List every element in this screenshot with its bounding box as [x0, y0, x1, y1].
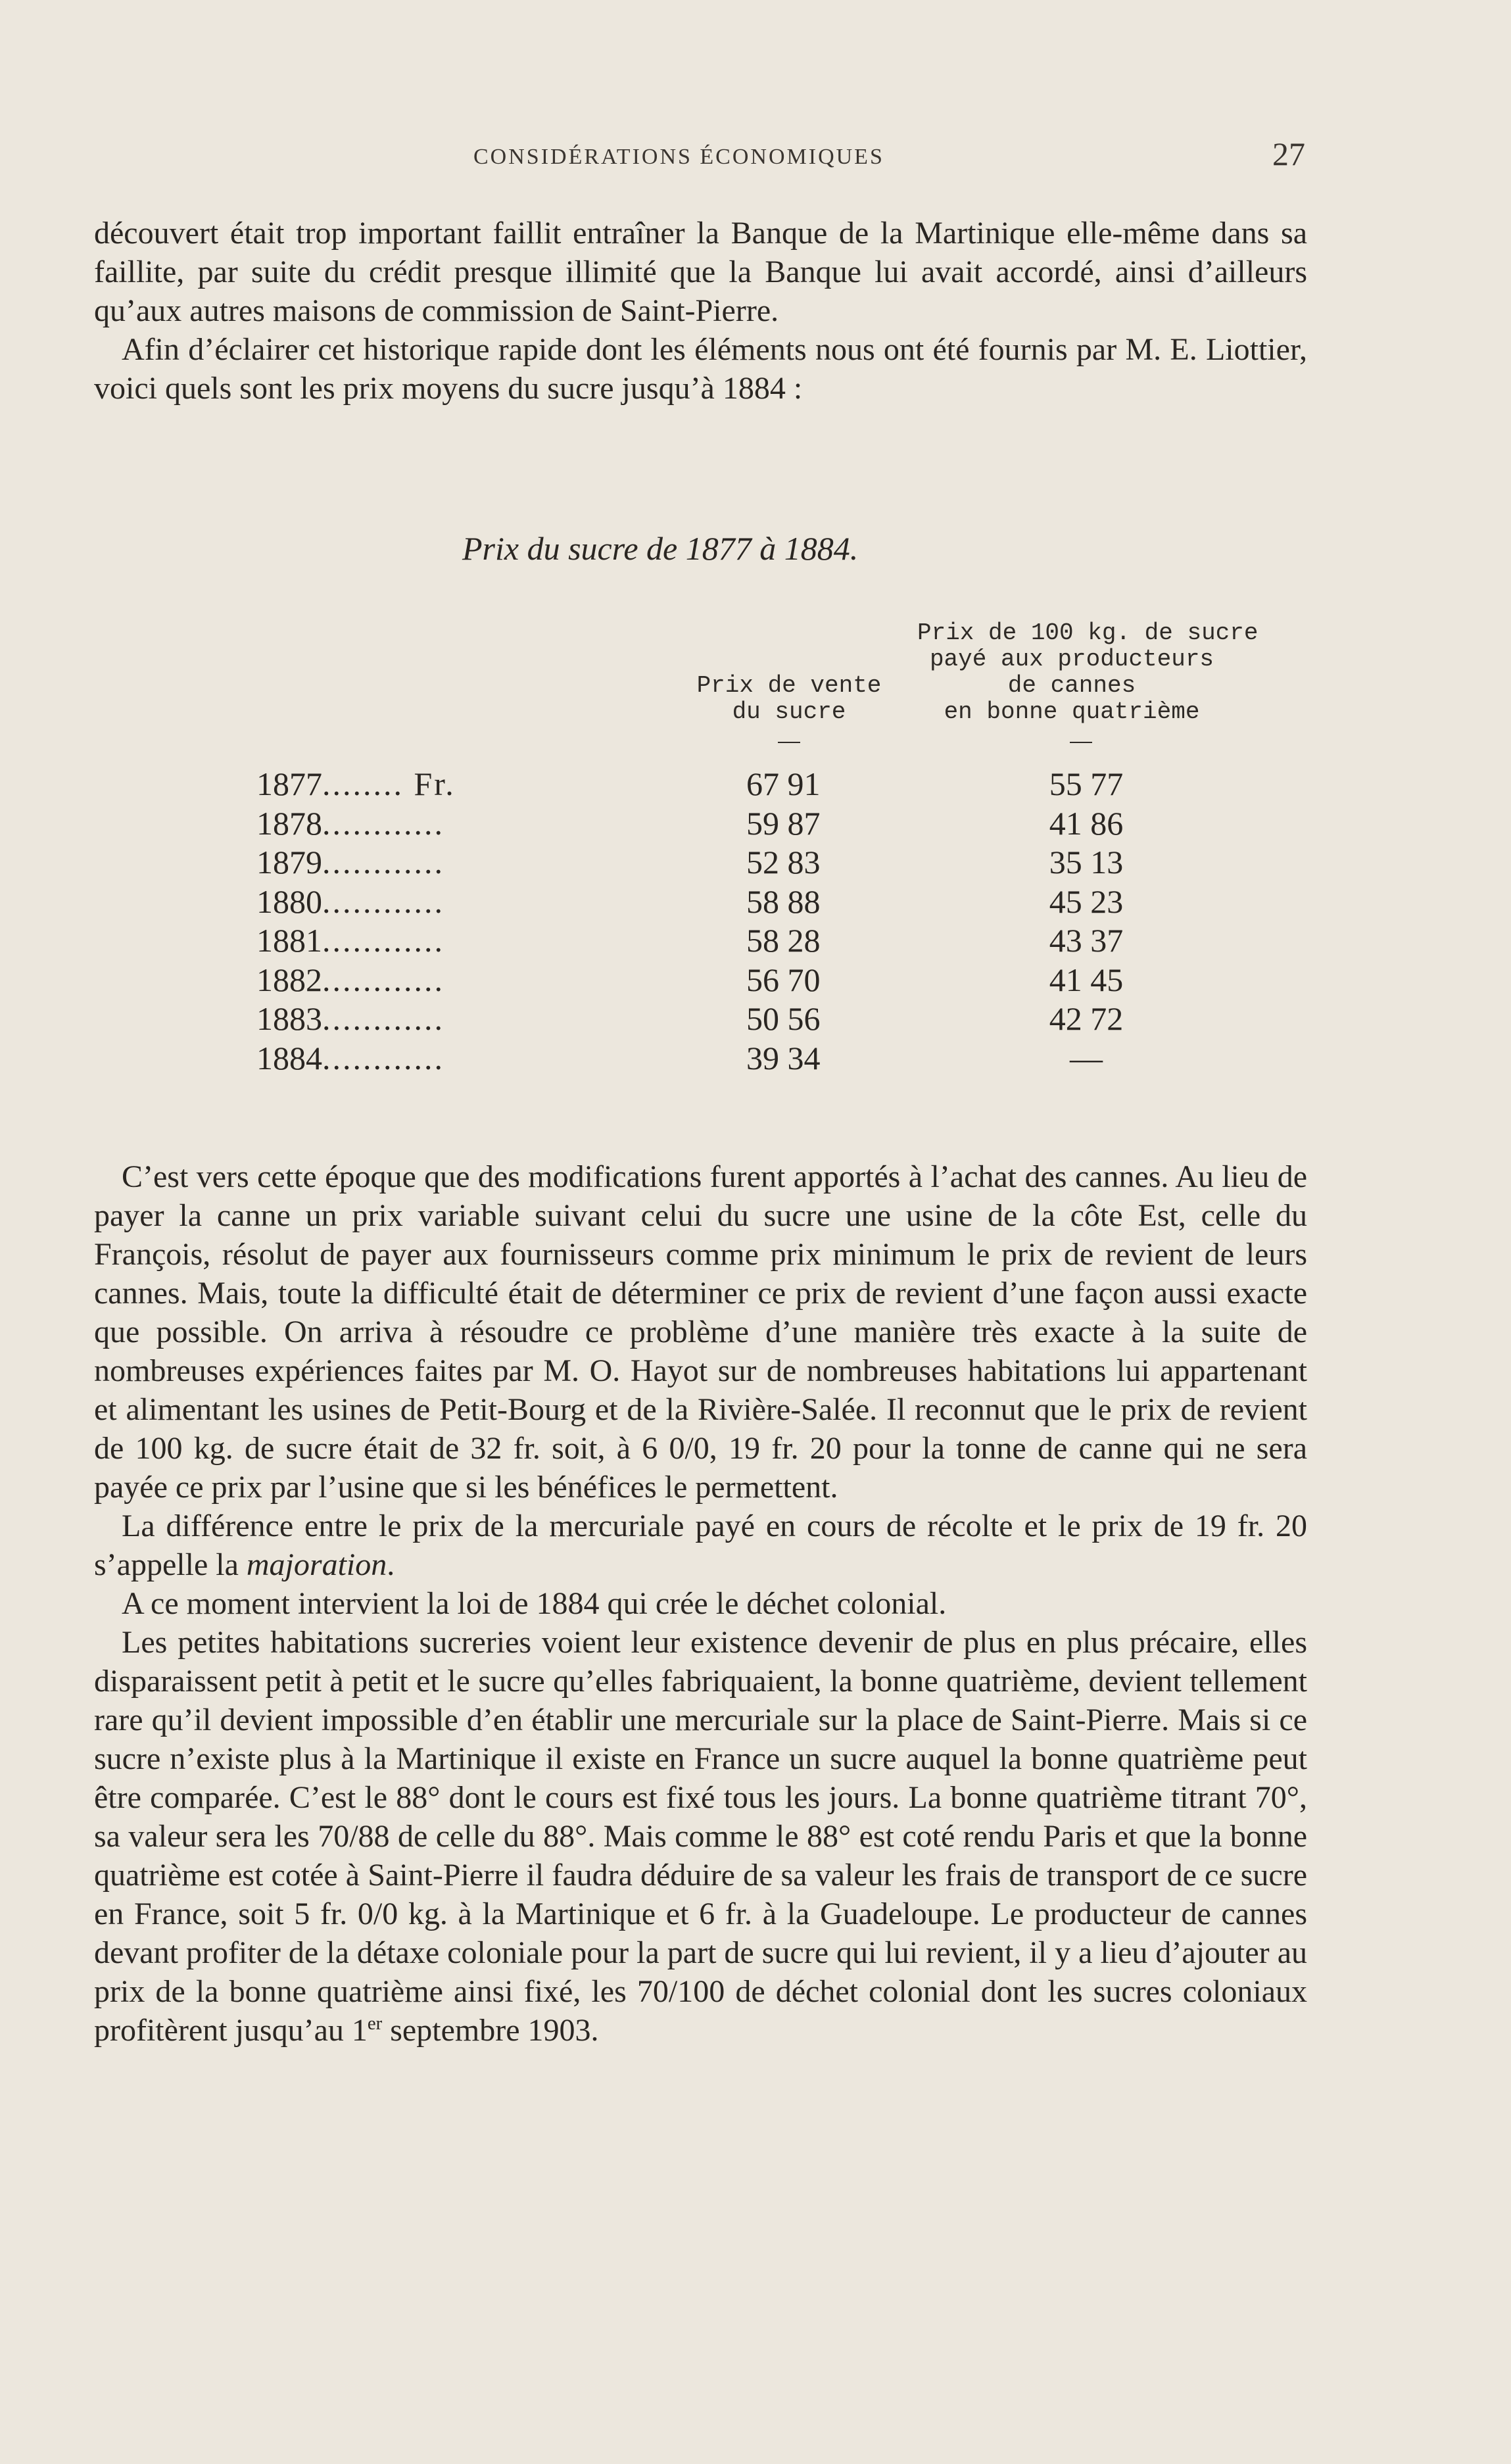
column-header-line: Prix de vente: [696, 672, 882, 699]
paragraph: A ce moment intervient la loi de 1884 qui crée le déchet colonial.: [122, 1586, 947, 1621]
producer-price-cell: —: [1070, 1039, 1103, 1076]
row-leader: ............: [322, 1039, 444, 1076]
producer-price-cell: 41 45: [1049, 961, 1124, 998]
body-text: [94, 1157, 1307, 2050]
italic-term: majoration: [246, 1547, 387, 1582]
producer-price-cell: 35 13: [1049, 844, 1124, 881]
year-cell: 1881: [256, 922, 322, 959]
paragraph: C’est vers cette époque que des modifications furent apportés à l’achat des cannes. Au lieu de payer la canne un prix variable suivant celui du sucre une usine de la côte Est, celle du François, résolut de payer aux fournisseurs comme prix minimum le prix de revient de leurs cannes. Mais, toute la difficulté était de déterminer ce prix de revient d’une façon aussi exacte que possible. On arriva à résoudre ce problème d’une manière très exacte à la suite de nombreuses expériences faites par M. O. Hayot sur de nombreuses habitations lui appartenant et alimentant les usines de Petit-Bourg et de la Rivière-Salée. Il reconnut que le prix de revient de 100 kg. de sucre était de 32 fr. soit, à 6 0/0, 19 fr. 20 pour la tonne de canne qui ne sera payée ce prix par l’usine que si les bénéfices le permettent.: [94, 1159, 1307, 1505]
column-header-line: payé aux producteurs: [929, 646, 1214, 673]
paragraph: Afin d’éclairer cet historique rapide dont les éléments nous ont été fournis par M. E. Liottier, voici quels sont les prix moyens du sucre jusqu’à 1884 :: [94, 332, 1307, 406]
column-header-sale-price: [684, 673, 894, 725]
row-leader: ............: [322, 1000, 444, 1037]
year-cell: 1880: [256, 882, 322, 920]
row-leader: ............: [322, 882, 444, 920]
year-cell: 1879: [256, 844, 322, 881]
paragraph-text: Les petites habitations sucreries voient leur existence devenir de plus en plus précaire, elles disparaissent petit à petit et le sucre qu’elles fabriquaient, la bonne quatrième, devient tellement rare qu’il devient impossible d’en établir une mercuriale sur la place de Saint-Pierre. Mais si ce sucre n’existe plus à la Martinique il existe en France un sucre auquel la bonne quatrième peut être comparée. C’est le 88° dont le cours est fixé tous les jours. La bonne quatrième titrant 70°, sa valeur sera les 70/88 de celle du 88°. Mais comme le 88° est coté rendu Paris et que la bonne quatrième est cotée à Saint-Pierre il faudra déduire de sa valeur les frais de transport de ce sucre en France, soit 5 fr. 0/0 kg. à la Martinique et 6 fr. à la Guadeloupe. Le producteur de cannes devant profiter de la détaxe coloniale pour la part de sucre qui lui revient, il y a lieu d’ajouter au prix de la bonne quatrième ainsi fixé, les 70/100 de déchet colonial dont les sucres coloniaux profitèrent jusqu’au 1: [94, 1625, 1307, 2048]
sale-price-cell: 58 88: [746, 882, 821, 920]
sale-price-cell: 59 87: [746, 804, 821, 842]
sale-price-cell: 39 34: [746, 1039, 821, 1076]
year-cell: 1877: [256, 765, 322, 802]
year-cell: 1883: [256, 1000, 322, 1037]
sale-price-cell: 56 70: [746, 961, 821, 998]
producer-price-cell: 55 77: [1049, 765, 1124, 802]
row-leader: ............: [322, 961, 444, 998]
sale-price-cell: 50 56: [746, 1000, 821, 1037]
column-header-line: de cannes: [1007, 672, 1136, 699]
row-leader: ........ Fr.: [322, 765, 456, 802]
paragraph: [94, 1623, 1307, 2050]
year-cell: 1884: [256, 1039, 322, 1076]
producer-price-cell: 43 37: [1049, 922, 1124, 959]
page-number: 27: [1272, 135, 1305, 172]
column-dash: [1070, 742, 1092, 743]
table-title: Prix du sucre de 1877 à 1884.: [462, 530, 859, 567]
column-header-line: du sucre: [732, 698, 846, 725]
producer-price-cell: 45 23: [1049, 882, 1124, 920]
producer-price-cell: 41 86: [1049, 804, 1124, 842]
sale-price-cell: 67 91: [746, 765, 821, 802]
column-header-line: en bonne quatrième: [944, 698, 1200, 725]
paragraph: découvert était trop important faillit entraîner la Banque de la Martinique elle-même dans sa faillite, par suite du crédit presque illimité que la Banque lui avait accordé, ainsi d’ailleurs qu’aux autres maisons de commission de Saint-Pierre.: [94, 216, 1307, 328]
year-cell: 1878: [256, 804, 322, 842]
row-leader: ............: [322, 922, 444, 959]
ordinal-superscript: er: [367, 2013, 383, 2034]
sale-price-cell: 58 28: [746, 922, 821, 959]
column-header-producer-price: [917, 619, 1259, 725]
paragraph: [94, 1507, 1307, 1584]
sale-price-cell: 52 83: [746, 844, 821, 881]
intro-text: [94, 214, 1307, 408]
row-leader: ............: [322, 844, 444, 881]
paragraph-end: .: [387, 1547, 395, 1582]
paragraph-end: septembre 1903.: [382, 2013, 599, 2048]
column-header-line: Prix de 100 kg. de sucre: [917, 619, 1259, 646]
paragraph-text: La différence entre le prix de la mercuriale payé en cours de récolte et le prix de 19 fr. 20 s’appelle la: [94, 1509, 1307, 1582]
row-leader: ............: [322, 804, 444, 842]
year-cell: 1882: [256, 961, 322, 998]
running-head: CONSIDÉRATIONS ÉCONOMIQUES: [473, 145, 884, 169]
producer-price-cell: 42 72: [1049, 1000, 1124, 1037]
column-dash: [778, 742, 800, 743]
